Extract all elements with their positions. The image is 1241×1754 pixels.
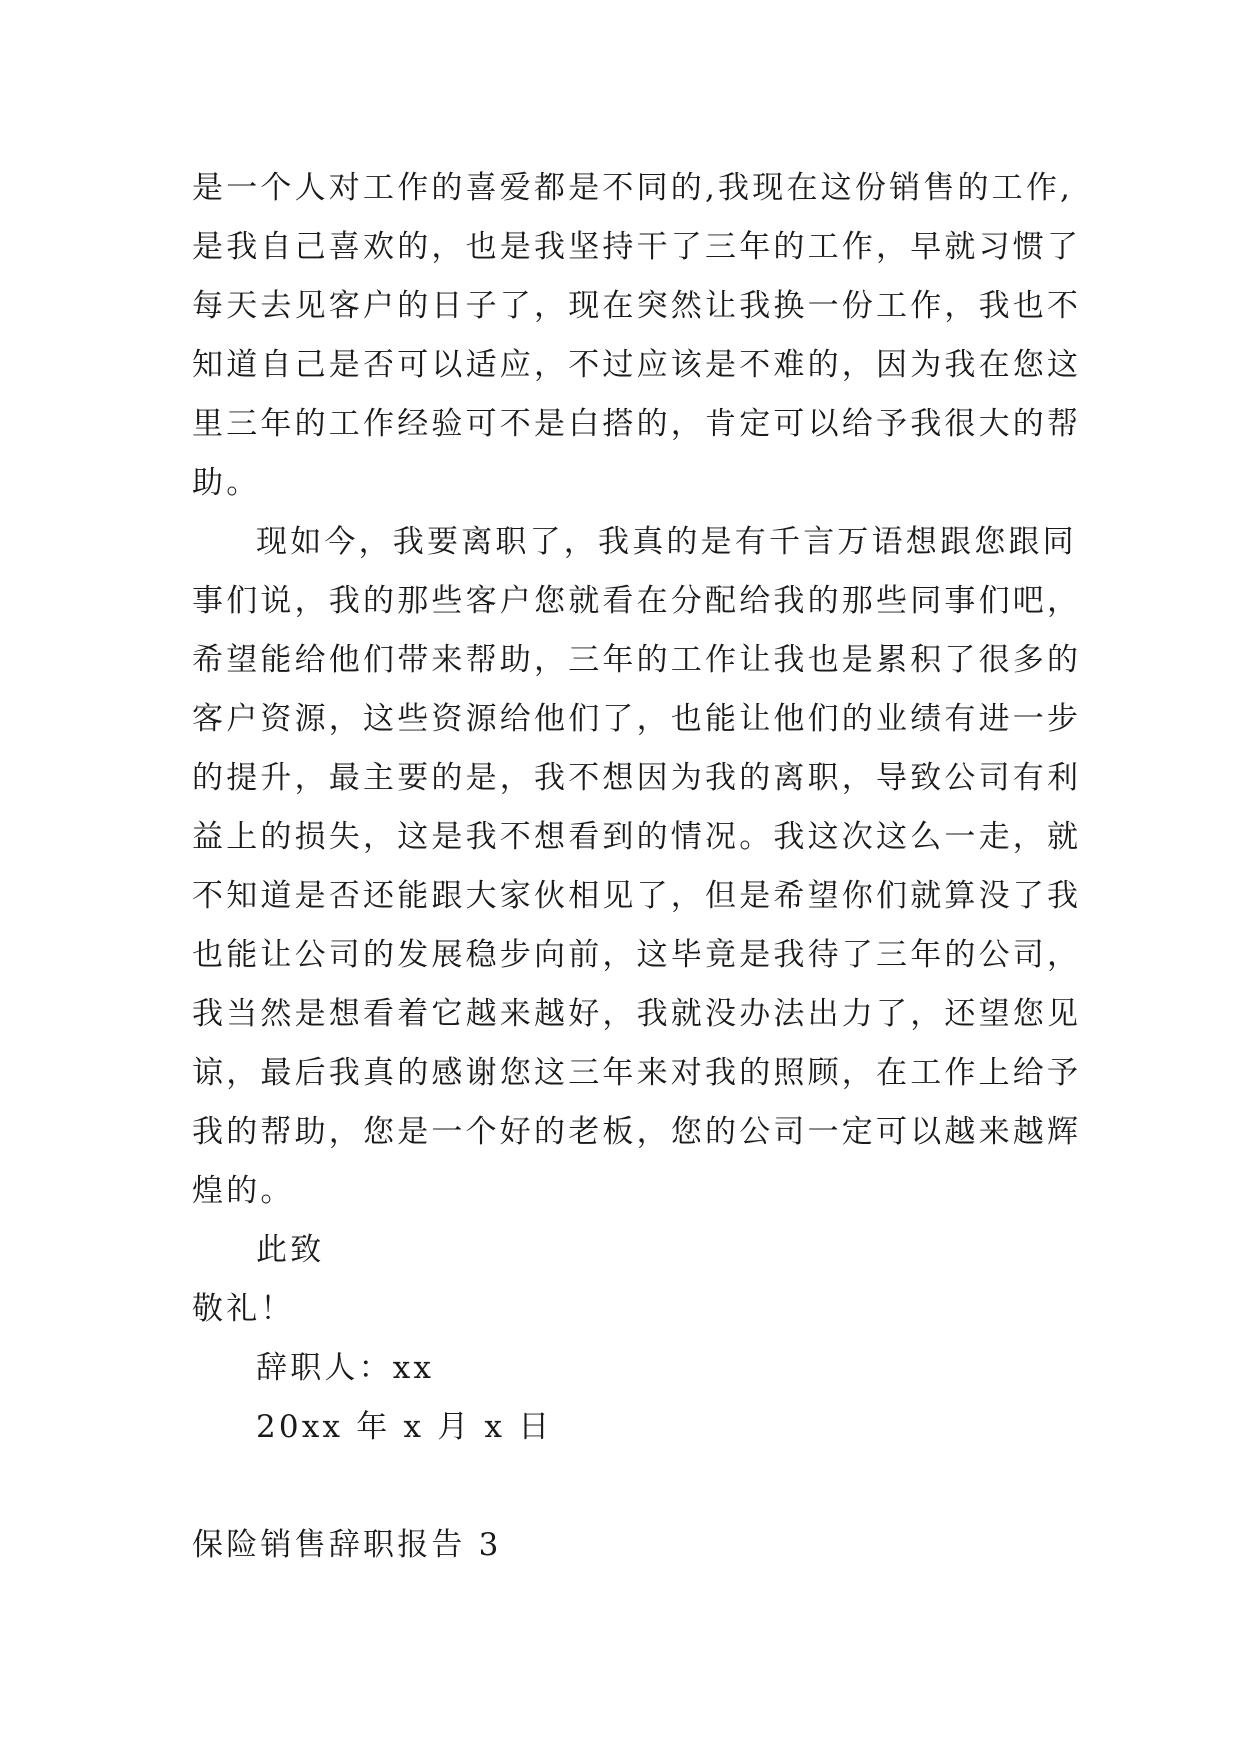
paragraph-2-line-9: 我当然是想看着它越来越好，我就没办法出力了，还望您见 (192, 996, 1082, 1032)
paragraph-1-line-1: 是一个人对工作的喜爱都是不同的,我现在这份销售的工作, (192, 170, 1074, 206)
paragraph-2-line-12: 煌的。 (192, 1173, 295, 1209)
salutation-text: 敬礼！ (192, 1291, 295, 1327)
paragraph-2-line-3: 希望能给他们带来帮助，三年的工作让我也是累积了很多的 (192, 642, 1082, 678)
paragraph-2-line-4: 客户资源，这些资源给他们了，也能让他们的业绩有进一步 (192, 701, 1082, 737)
paragraph-2-line-11: 我的帮助，您是一个好的老板，您的公司一定可以越来越辉 (192, 1114, 1082, 1150)
paragraph-1-line-4: 知道自己是否可以适应，不过应该是不难的，因为我在您这 (192, 347, 1082, 383)
signer-text: 辞职人：xx (256, 1350, 435, 1386)
paragraph-2-line-10: 谅，最后我真的感谢您这三年来对我的照顾，在工作上给予 (192, 1055, 1082, 1091)
closing-text: 此致 (256, 1232, 325, 1268)
paragraph-1-line-5: 里三年的工作经验可不是白搭的，肯定可以给予我很大的帮 (192, 406, 1082, 442)
paragraph-2-line-5: 的提升，最主要的是，我不想因为我的离职，导致公司有利 (192, 760, 1082, 796)
date-text: 20xx 年 x 月 x 日 (256, 1409, 553, 1445)
paragraph-1-line-6: 助。 (192, 465, 261, 501)
paragraph-2-line-8: 也能让公司的发展稳步向前，这毕竟是我待了三年的公司， (192, 937, 1082, 973)
paragraph-2-line-7: 不知道是否还能跟大家伙相见了，但是希望你们就算没了我 (192, 878, 1082, 914)
paragraph-1-line-2: 是我自己喜欢的，也是我坚持干了三年的工作，早就习惯了 (192, 229, 1082, 265)
paragraph-2-line-6: 益上的损失，这是我不想看到的情况。我这次这么一走，就 (192, 819, 1082, 855)
paragraph-2-line-2: 事们说，我的那些客户您就看在分配给我的那些同事们吧， (192, 583, 1082, 619)
paragraph-1-line-3: 每天去见客户的日子了，现在突然让我换一份工作，我也不 (192, 288, 1082, 324)
paragraph-2-line-1: 现如今，我要离职了，我真的是有千言万语想跟您跟同 (256, 524, 1077, 560)
next-report-heading: 保险销售辞职报告 3 (192, 1527, 502, 1563)
